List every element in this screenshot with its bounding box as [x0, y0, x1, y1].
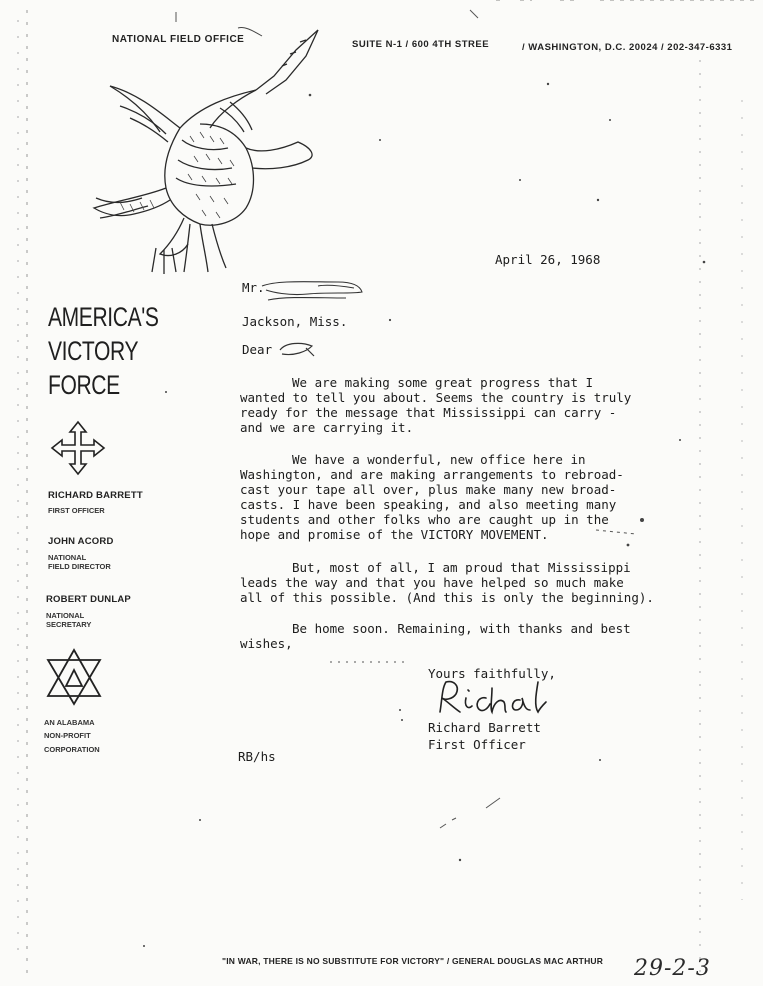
paragraph-2-line-6: hope and promise of the VICTORY MOVEMENT.: [240, 527, 549, 542]
letter-date: April 26, 1968: [495, 252, 601, 267]
typist-initials: RB/hs: [238, 749, 276, 764]
officer-3-title-line-1: NATIONAL: [46, 611, 85, 620]
paragraph-2-line-4: casts. I have been speaking, and also meeting many: [240, 497, 617, 512]
officer-3-title-line-2: SECRETARY: [46, 620, 92, 629]
letterhead-suite: SUITE N-1 / 600 4TH STREE: [352, 39, 490, 50]
recipient-city: Jackson, Miss.: [242, 314, 348, 329]
paragraph-2-line-5: students and other folks who are caught up in the: [240, 512, 609, 527]
paragraph-1-line-2: wanted to tell you about. Seems the country is truly: [240, 390, 632, 405]
closing: Yours faithfully,: [428, 666, 556, 681]
corporation-line-3: CORPORATION: [44, 745, 100, 754]
paragraph-2-line-2: Washington, and are making arrangements to rebroad-: [240, 467, 624, 482]
footer-quote: "IN WAR, THERE IS NO SUBSTITUTE FOR VICTORY" / GENERAL DOUGLAS MAC ARTHUR: [222, 956, 604, 966]
brand-line-3: FORCE: [48, 370, 120, 400]
letterhead-city: / WASHINGTON, D.C. 20024 / 202-347-6331: [522, 42, 733, 53]
handwritten-file-number: 29-2-3: [634, 956, 711, 981]
paragraph-1-line-1: We are making some great progress that I: [292, 375, 594, 390]
paragraph-2-line-1: We have a wonderful, new office here in: [292, 452, 586, 467]
signer-title: First Officer: [428, 737, 526, 752]
corporation-line-2: NON-PROFIT: [44, 731, 91, 740]
officer-2-title-line-2: FIELD DIRECTOR: [48, 562, 111, 571]
letterhead-office: NATIONAL FIELD OFFICE: [112, 34, 245, 45]
paragraph-4-line-1: Be home soon. Remaining, with thanks and best: [292, 621, 631, 636]
paragraph-3-line-2: leads the way and that you have helped so much make: [240, 575, 624, 590]
salutation: Dear: [242, 342, 273, 357]
brand-line-2: VICTORY: [48, 336, 139, 366]
corporation-line-1: AN ALABAMA: [44, 718, 95, 727]
officer-2-title-line-1: NATIONAL: [48, 553, 87, 562]
paragraph-4-line-2: wishes,: [240, 636, 293, 651]
paragraph-3-line-1: But, most of all, I am proud that Mississippi: [292, 560, 631, 575]
signer-name: Richard Barrett: [428, 720, 541, 735]
paragraph-1-line-3: ready for the message that Mississippi can carry -: [240, 405, 617, 420]
officer-1-name: RICHARD BARRETT: [48, 490, 143, 501]
officer-3-name: ROBERT DUNLAP: [46, 594, 131, 605]
recipient-prefix: Mr.: [242, 280, 265, 295]
paragraph-2-line-3: cast your tape all over, plus make many new broad-: [240, 482, 617, 497]
officer-1-title: FIRST OFFICER: [48, 506, 105, 515]
paragraph-1-line-4: and we are carrying it.: [240, 420, 414, 435]
paragraph-3-line-3: all of this possible. (And this is only the beginning).: [240, 590, 654, 605]
officer-2-name: JOHN ACORD: [48, 536, 114, 547]
brand-line-1: AMERICA'S: [48, 302, 159, 332]
